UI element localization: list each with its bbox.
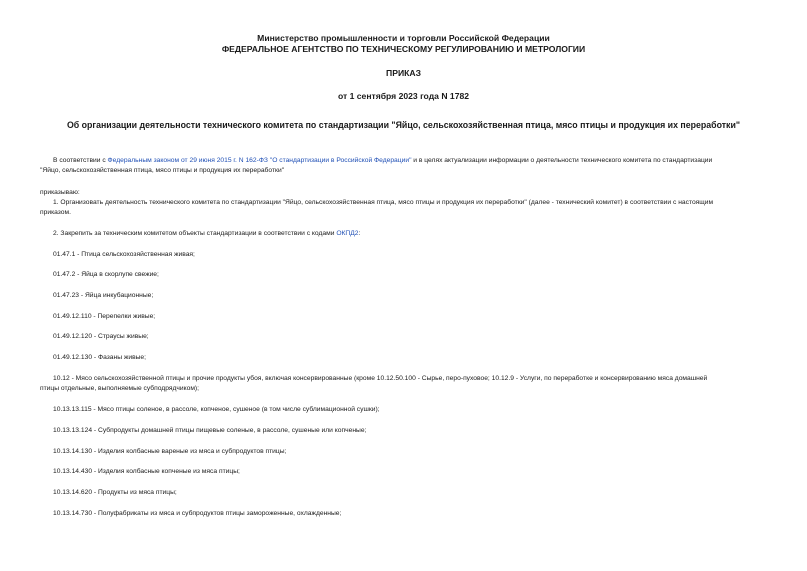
preamble-line-1 <box>40 156 770 166</box>
item-1-line-2: приказом. <box>40 209 71 216</box>
agency-name: ФЕДЕРАЛЬНОЕ АГЕНТСТВО ПО ТЕХНИЧЕСКОМУ РЕГУЛИРОВАНИЮ И МЕТРОЛОГИИ <box>221 44 586 54</box>
code-item: 01.49.12.110 - Перепелки живые; <box>53 313 156 320</box>
code-item: 01.49.12.130 - Фазаны живые; <box>53 354 147 361</box>
preamble-text-after: и в целях актуализации информации о деятельности технического комитета по стандартизации <box>411 157 713 164</box>
code-item: 01.47.2 - Яйца в скорлупе свежие; <box>53 271 159 278</box>
document-date-number: от 1 сентября 2023 года N 1782 <box>337 91 470 101</box>
code-item: 01.47.1 - Птица сельскохозяйственная живая; <box>53 251 195 258</box>
code-item: 01.47.23 - Яйца инкубационные; <box>53 292 154 299</box>
document-title: Об организации деятельности технического комитета по стандартизации "Яйцо, сельскохозяйственная птица, мясо птицы и продукция их переработки" <box>66 120 741 130</box>
code-item: 10.13.14.730 - Полуфабрикаты из мяса и субпродуктов птицы замороженные, охлажденные; <box>53 510 342 517</box>
order-word: приказываю: <box>40 189 80 196</box>
federal-law-link[interactable]: Федеральным законом от 29 июня 2015 г. N 162-ФЗ "О стандартизации в Российской Федерации" <box>107 157 412 164</box>
preamble-text-before: В соответствии с <box>53 157 108 164</box>
preamble-line-2: "Яйцо, сельскохозяйственная птица, мясо птицы и продукция их переработки" <box>40 167 285 174</box>
code-1012-line-2: птицы отдельные, выполняемые субподрядчиком); <box>40 385 199 392</box>
code-1012-line-1: 10.12 - Мясо сельскохозяйственной птицы и прочие продукты убоя, включая консервированные (кроме 10.12.50.100 - Сырье, перо-пуховое; 10.12.9 - Услуги, по переработке и консервированию мяса домашней <box>53 375 708 382</box>
code-item: 10.13.14.430 - Изделия колбасные копченые из мяса птицы; <box>53 468 240 475</box>
okpd2-link[interactable]: ОКПД2 <box>336 230 359 237</box>
ministry-name: Министерство промышленности и торговли Российской Федерации <box>257 33 550 43</box>
code-item: 10.13.14.130 - Изделия колбасные вареные из мяса и субпродуктов птицы; <box>53 448 287 455</box>
item-2 <box>40 229 770 239</box>
code-item: 10.13.13.124 - Субпродукты домашней птицы пищевые соленые, в рассоле, сушеные или копченые; <box>53 427 367 434</box>
document-type: ПРИКАЗ <box>386 68 421 78</box>
code-item: 10.13.13.115 - Мясо птицы соленое, в рассоле, копченое, сушеное (в том числе сублимационной сушки); <box>53 406 380 413</box>
item-1-line-1: 1. Организовать деятельность технического комитета по стандартизации "Яйцо, сельскохозяйственная птица, мясо птицы и продукция их переработки" (далее - технический комитет) в соответствии с настоящим <box>53 199 714 206</box>
code-item: 01.49.12.120 - Страусы живые; <box>53 333 149 340</box>
code-item: 10.13.14.620 - Продукты из мяса птицы; <box>53 489 177 496</box>
item-2-text: 2. Закрепить за техническим комитетом объекты стандартизации в соответствии с кодами <box>53 230 337 237</box>
item-2-suffix: : <box>358 230 361 237</box>
